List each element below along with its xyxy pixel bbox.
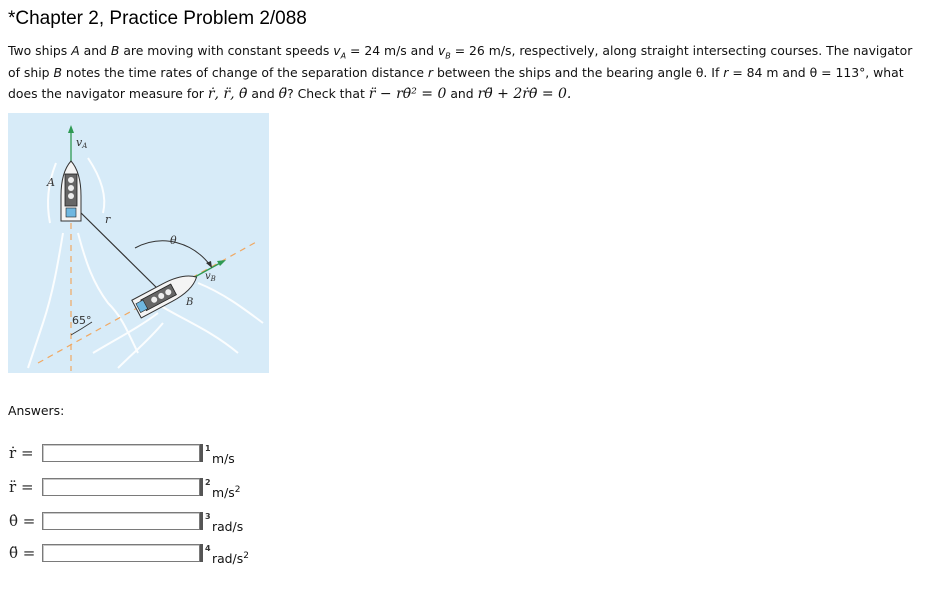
answer-unit: rad/$s^2$	[212, 550, 249, 566]
answer-number: 3	[205, 512, 211, 521]
answer-marker	[200, 512, 203, 530]
label-theta: θ	[170, 234, 177, 247]
answer-input-r-dot[interactable]	[42, 444, 200, 462]
label-r: r	[105, 213, 111, 226]
answer-number: 2	[205, 478, 211, 487]
statement-line-2: of ship B notes the time rates of change of the separation distance r between the ships and the bearing angle θ. If r = 84 m and θ = 113°, what	[8, 65, 904, 81]
answer-symbol: ṙ =	[9, 444, 34, 462]
answer-input-theta-ddot[interactable]	[42, 544, 200, 562]
answer-row-r-dot	[0, 444, 260, 468]
answer-unit: rad/s	[212, 519, 244, 534]
statement-line-3: does the navigator measure for ṙ, r̈, θ̇ and θ̈? Check that r̈ − rθ̇² = 0 and rθ̈ + 2ṙθ̇ = 0.	[8, 86, 572, 103]
answers-label: Answers:	[8, 403, 65, 418]
answer-symbol: r̈ =	[9, 478, 34, 496]
label-vA-sub: A	[82, 142, 88, 150]
answer-input-r-ddot[interactable]	[42, 478, 200, 496]
answer-input-theta-dot[interactable]	[42, 512, 200, 530]
answer-unit: m/s	[212, 451, 235, 466]
check-equation-1: r̈ − rθ̇² = 0	[368, 86, 447, 103]
answer-symbol: θ̇ =	[9, 512, 36, 530]
water-background	[8, 113, 269, 373]
answer-number: 1	[205, 444, 211, 453]
statement-line-1: Two ships A and B are moving with constant speeds $v_A = 24$ m/s and $v_B = 26$ m/s, respectively, along straight intersecting courses. The navigator	[8, 43, 913, 61]
answer-marker	[200, 478, 203, 496]
label-A: A	[47, 176, 55, 189]
check-equation-2: rθ̈ + 2ṙθ̇ = 0.	[477, 86, 572, 103]
answer-row-theta-ddot	[0, 544, 260, 568]
answer-row-r-ddot	[0, 478, 260, 502]
answer-symbol: θ̈ =	[9, 544, 36, 562]
label-B: B	[186, 297, 194, 308]
answer-row-theta-dot	[0, 512, 260, 536]
answer-marker	[200, 544, 203, 562]
problem-title: *Chapter 2, Practice Problem 2/088	[8, 8, 307, 29]
answer-marker	[200, 444, 203, 462]
problem-statement	[8, 42, 933, 103]
answer-number: 4	[205, 544, 211, 553]
answer-unit: $m/s^2$	[212, 484, 241, 500]
label-vB: v	[205, 271, 211, 282]
label-vA: v	[76, 136, 83, 149]
label-vB-sub: B	[210, 275, 216, 283]
label-65-degrees: 65°	[72, 314, 92, 327]
ships-figure	[8, 113, 269, 373]
